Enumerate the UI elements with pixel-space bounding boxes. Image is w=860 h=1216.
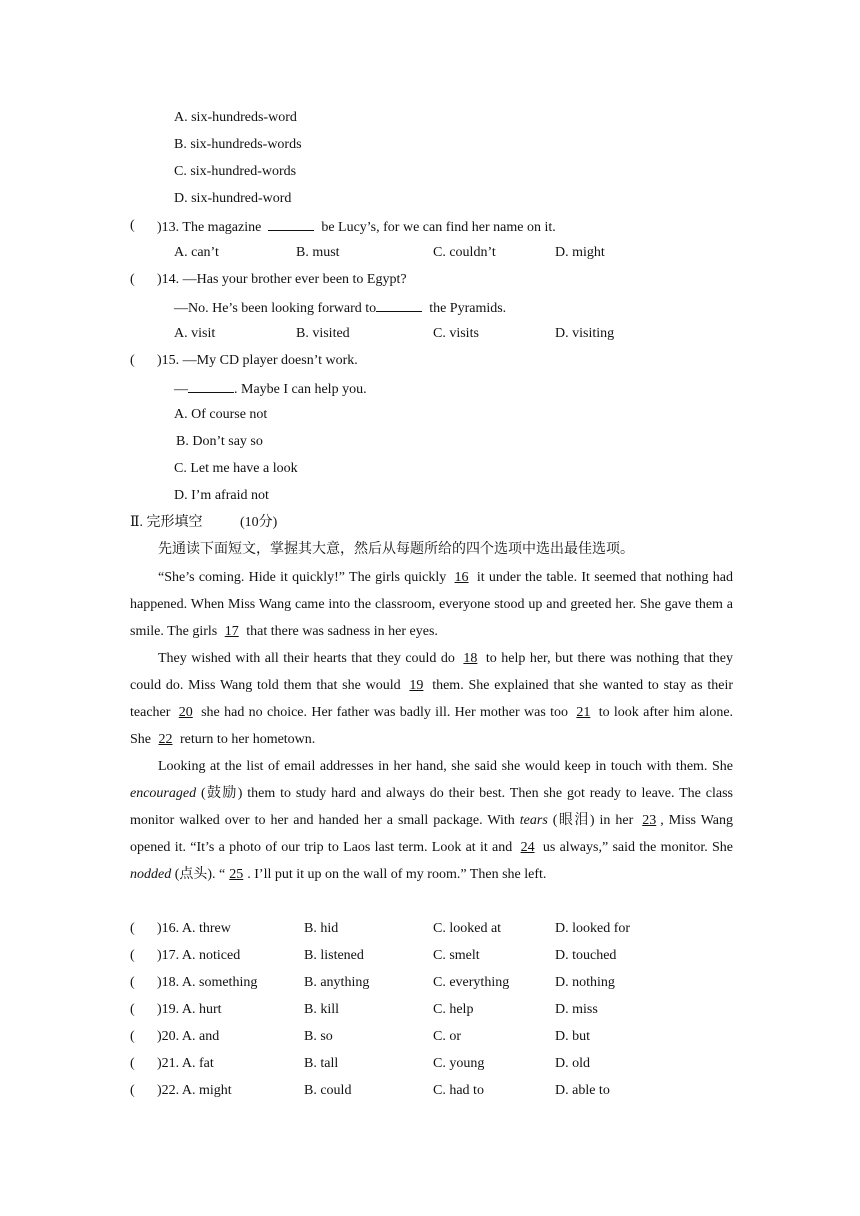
cloze-option-a: )19. A. hurt: [157, 1002, 222, 1017]
q15-option-b: B. Don’t say so: [176, 434, 263, 449]
cloze-option-d: D. nothing: [555, 975, 615, 990]
q13-blank: [268, 217, 314, 231]
cloze-paren: (: [130, 1029, 135, 1044]
cloze-option-c: C. looked at: [433, 921, 502, 936]
q13-stem: )13. The magazine be Lucy’s, for we can find her name on it.: [157, 217, 556, 237]
cloze-paren: (: [130, 975, 135, 990]
blank-20: 20: [178, 705, 193, 720]
q15-stem: )15. —My CD player doesn’t work.: [157, 353, 358, 368]
cloze-option-d: D. miss: [555, 1002, 598, 1017]
section-title: Ⅱ. 完形填空: [130, 515, 203, 530]
q14-stem: )14. —Has your brother ever been to Egypt?: [157, 272, 407, 287]
q13-option-c: C. couldn’t: [433, 245, 496, 260]
cloze-option-b: B. kill: [304, 1002, 340, 1017]
cloze-option-d: D. old: [555, 1056, 590, 1071]
q13-option-a: A. can’t: [174, 245, 219, 260]
blank-21: 21: [576, 705, 591, 720]
cloze-option-b: B. tall: [304, 1056, 339, 1071]
q14-line2: —No. He’s been looking forward to the Pyramids.: [174, 298, 506, 318]
blank-18: 18: [463, 651, 478, 666]
cloze-option-c: C. help: [433, 1002, 474, 1017]
passage-paragraph-3: Looking at the list of email addresses in her hand, she said she would keep in touch with them. She encouraged (鼓励) them to study hard and always do their best. Then she got ready to leave. The class monitor walked over to her and handed her a small package. With tears (眼泪) in her 23 , Miss Wang opened it. “It’s a photo of our trip to Laos last term. Look at it and 24 us always,” said the monitor. She nodded (点头). “ 25 . I’ll put it up on the wall of my room.” Then she left.: [130, 759, 734, 882]
cloze-option-c: C. or: [433, 1029, 461, 1044]
q13-option-b: B. must: [296, 245, 340, 260]
cloze-option-a: )20. A. and: [157, 1029, 220, 1044]
section-score: (10分): [240, 515, 278, 530]
cloze-paren: (: [130, 921, 135, 936]
cloze-option-b: B. could: [304, 1083, 352, 1098]
q15-blank: [188, 379, 234, 393]
q15-option-c: C. Let me have a look: [174, 461, 298, 476]
word-nodded: nodded: [130, 867, 172, 882]
passage-paragraph-2: They wished with all their hearts that they could do 18 to help her, but there was nothing that they could do. Miss Wang told them that she would 19 them. She explained that she wanted to stay as their teacher 20 she had no choice. Her father was badly ill. Her mother was too 21 to look after him alone. She 22 return to her hometown.: [130, 651, 734, 747]
cloze-option-d: D. looked for: [555, 921, 631, 936]
cloze-option-d: D. but: [555, 1029, 590, 1044]
q13-paren: (: [130, 218, 135, 233]
q12-option-c: C. six-hundred-words: [174, 164, 297, 179]
q15-option-d: D. I’m afraid not: [174, 488, 269, 503]
blank-23: 23: [642, 813, 657, 828]
blank-22: 22: [158, 732, 173, 747]
cloze-option-c: C. smelt: [433, 948, 480, 963]
cloze-option-a: )18. A. something: [157, 975, 258, 990]
blank-16: 16: [454, 570, 469, 585]
q14-option-a: A. visit: [174, 326, 216, 341]
blank-19: 19: [409, 678, 424, 693]
cloze-option-b: B. listened: [304, 948, 364, 963]
cloze-option-d: D. touched: [555, 948, 617, 963]
cloze-paren: (: [130, 1083, 135, 1098]
blank-17: 17: [224, 624, 239, 639]
cloze-option-c: C. had to: [433, 1083, 484, 1098]
q15-option-a: A. Of course not: [174, 407, 268, 422]
q14-option-b: B. visited: [296, 326, 350, 341]
cloze-option-a: )21. A. fat: [157, 1056, 214, 1071]
q14-paren: (: [130, 272, 135, 287]
cloze-option-b: B. anything: [304, 975, 370, 990]
word-tears: tears: [519, 813, 548, 828]
q14-option-c: C. visits: [433, 326, 479, 341]
cloze-option-b: B. so: [304, 1029, 333, 1044]
cloze-option-a: )22. A. might: [157, 1083, 232, 1098]
cloze-paren: (: [130, 1002, 135, 1017]
q14-blank: [376, 298, 422, 312]
cloze-option-c: C. everything: [433, 975, 510, 990]
cloze-option-c: C. young: [433, 1056, 485, 1071]
q15-line2: — . Maybe I can help you.: [174, 379, 367, 399]
blank-24: 24: [520, 840, 535, 855]
q14-option-d: D. visiting: [555, 326, 615, 341]
word-encouraged: encouraged: [130, 786, 197, 801]
section-instruction: 先通读下面短文，掌握其大意，然后从每题所给的四个选项中选出最佳选项。: [158, 542, 634, 557]
q15-paren: (: [130, 353, 135, 368]
cloze-paren: (: [130, 948, 135, 963]
cloze-option-b: B. hid: [304, 921, 339, 936]
blank-25: 25: [229, 867, 244, 882]
cloze-option-d: D. able to: [555, 1083, 610, 1098]
passage-paragraph-1: “She’s coming. Hide it quickly!” The girls quickly 16 it under the table. It seemed that nothing had happened. When Miss Wang came into the classroom, everyone stood up and greeted her. She gave them a smile. The girls 17 that there was sadness in her eyes.: [130, 570, 734, 639]
q12-option-d: D. six-hundred-word: [174, 191, 292, 206]
cloze-option-a: )16. A. threw: [157, 921, 231, 936]
cloze-paren: (: [130, 1056, 135, 1071]
cloze-option-a: )17. A. noticed: [157, 948, 241, 963]
q13-option-d: D. might: [555, 245, 605, 260]
q12-option-b: B. six-hundreds-words: [174, 137, 302, 152]
q12-option-a: A. six-hundreds-word: [174, 110, 297, 125]
